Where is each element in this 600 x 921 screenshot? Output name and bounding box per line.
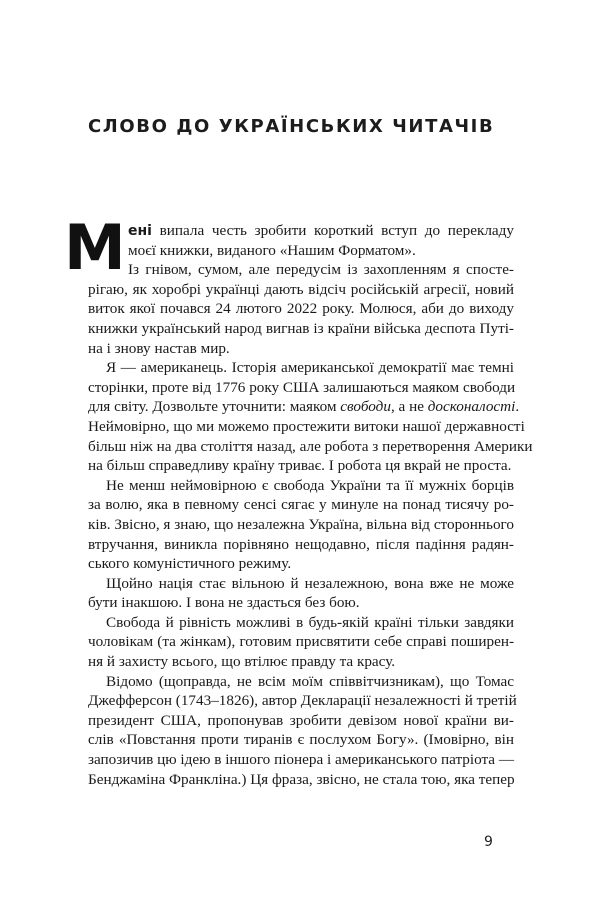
chapter-title: СЛОВО ДО УКРАЇНСЬКИХ ЧИТАЧІВ [88, 116, 495, 137]
text-segment: ського комуністичного режиму. [88, 555, 292, 573]
text-line [88, 652, 514, 672]
text-segment: ків. Звісно, я знаю, що незалежна Україна, вільна від стороннього [88, 515, 514, 533]
text-segment: для світу. Дозвольте уточнити: маяком [88, 398, 341, 416]
text-segment: президент США, пропонував зробити девізом нової країни ви- [88, 711, 514, 729]
text-segment: Не менш неймовірною є свобода України та її мужніх борців [106, 476, 514, 494]
text-line [88, 476, 514, 496]
text-segment: втручання, виникла порівняно нещодавно, після падіння радян- [88, 535, 514, 553]
text-line [88, 632, 514, 652]
text-segment: рігаю, як хоробрі українці дають відсіч російській агресії, новий [88, 280, 514, 298]
text-line [88, 730, 514, 750]
text-line [88, 672, 514, 692]
text-segment: чоловікам (та жінкам), готовим присвятити себе справі поширен- [88, 633, 514, 651]
text-line [88, 691, 517, 711]
text-segment: Бенджаміна Франкліна.) Ця фраза, звісно, не стала тою, яка тепер [88, 770, 515, 788]
text-segment: . [515, 398, 520, 416]
text-line [88, 770, 514, 790]
text-segment: Щойно нація стає вільною й незалежною, вона вже не може [106, 574, 514, 592]
text-segment: за волю, яка в певному сенсі сягає у минуле на понад тисячу ро- [88, 496, 514, 514]
text-segment: Неймовірно, що ми можемо простежити витоки нашої державності [88, 417, 525, 435]
drop-cap: М [64, 211, 126, 284]
text-segment: Відомо (щоправда, не всім моїм співвітчизникам), що Томас [106, 672, 514, 690]
text-line [88, 711, 514, 731]
text-segment: слів «Повстання проти тиранів є послухом Богу». (Імовірно, він [88, 731, 514, 749]
text-line [88, 397, 520, 417]
text-line [88, 535, 514, 555]
text-line [88, 260, 514, 280]
text-line [88, 495, 514, 515]
italic-text: свободи [340, 398, 391, 416]
italic-text: досконалості [427, 398, 516, 416]
text-line [88, 574, 514, 594]
text-line [88, 241, 514, 261]
text-segment: бути інакшою. І вона не здасться без бою. [88, 594, 360, 612]
text-line [88, 339, 514, 359]
body-text [88, 221, 533, 789]
text-segment: Джефферсон (1743–1826), автор Декларації незалежності й третій [88, 692, 517, 710]
text-segment: Із гнівом, сумом, але передусім із захопленням я спосте- [128, 261, 514, 279]
text-segment: книжки український народ вигнав із країни війська деспота Путі- [88, 319, 514, 337]
text-line [88, 299, 514, 319]
text-segment: Свобода й рівність можливі в будь-якій країні тільки завдяки [106, 613, 514, 631]
text-segment: сторінки, проте від 1776 року США залишаються маяком свободи [88, 378, 516, 396]
text-line [88, 221, 514, 241]
text-segment: випала честь зробити короткий вступ до перекладу [151, 222, 514, 239]
text-line [88, 515, 514, 535]
bold-lead-text: ені [128, 223, 152, 239]
text-line [88, 456, 514, 476]
text-line [88, 593, 514, 613]
text-segment: ня й захисту всього, що втілює правду та красу. [88, 653, 396, 671]
page-number: 9 [484, 834, 493, 850]
text-line [88, 319, 514, 339]
text-line [88, 378, 514, 398]
text-line [88, 417, 525, 437]
text-segment: , а не [390, 398, 428, 416]
text-line [88, 554, 514, 574]
text-line [88, 358, 514, 378]
text-segment: запозичив цю ідею в іншого піонера і американського патріота — [88, 751, 515, 769]
text-line [88, 750, 514, 770]
text-segment: на і знову настав мир. [88, 339, 230, 357]
text-segment: на більш справедливу країну триває. І робота ця вкрай не проста. [88, 457, 512, 475]
text-segment: виток якої почався 24 лютого 2022 року. Молюся, аби до виходу [88, 300, 514, 318]
text-line [88, 613, 514, 633]
text-line [88, 437, 533, 457]
text-segment: Я — американець. Історія американської демократії має темні [106, 359, 514, 377]
text-line [88, 280, 514, 300]
text-segment: моєї книжки, виданого «Нашим Форматом». [128, 241, 416, 259]
text-segment: більш ніж на два століття назад, але робота з перетворення Америки [88, 437, 533, 455]
